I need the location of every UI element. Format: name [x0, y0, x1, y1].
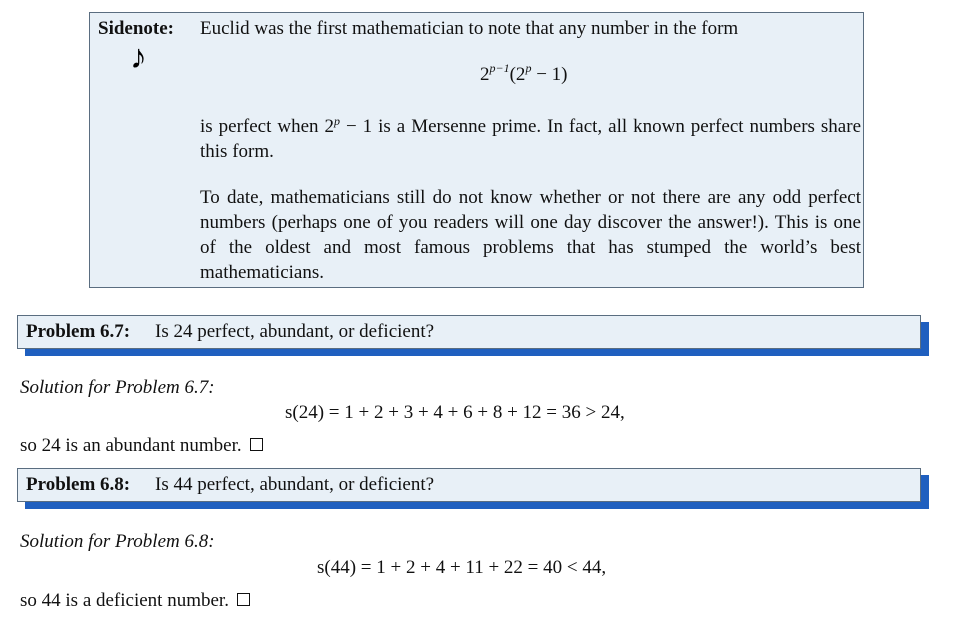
solution-equation: s(44) = 1 + 2 + 4 + 11 + 22 = 40 < 44, — [317, 557, 607, 578]
solution-label: Solution for Problem 6.7: — [20, 377, 215, 398]
conclusion-text: so 44 is a deficient number. — [20, 590, 229, 611]
solution-label: Solution for Problem 6.8: — [20, 531, 215, 552]
sidenote-intro: Euclid was the first mathematician to note that any number in the form — [200, 18, 739, 39]
problem-text: Is 44 perfect, abundant, or deficient? — [155, 474, 435, 495]
solution-equation: s(24) = 1 + 2 + 3 + 4 + 6 + 8 + 12 = 36 > 24, — [285, 402, 625, 423]
problem-label: Problem 6.7: — [26, 321, 131, 342]
problem-box-6-7 — [17, 315, 921, 349]
para1-start: is perfect when 2 — [200, 116, 334, 137]
sidenote-paragraph-2: To date, mathematicians still do not know whether or not there are any odd perfect numbers (perhaps one of you readers will one day discover the answer!). This is one of the oldest and most famous problems that has stumped the world’s best mathematicians. — [200, 187, 861, 283]
qed-box-icon — [250, 438, 263, 451]
formula-open: (2 — [509, 64, 526, 85]
formula-close: − 1) — [531, 64, 568, 85]
solution-conclusion — [20, 435, 263, 457]
formula-exponent-1: p−1 — [489, 61, 510, 75]
problem-label: Problem 6.8: — [26, 474, 131, 495]
euclid-formula — [480, 61, 567, 86]
qed-box-icon — [237, 593, 250, 606]
para1-rest: − 1 is a Mersenne prime. In fact, all known perfect numbers share this form. — [200, 116, 862, 162]
solution-conclusion — [20, 590, 250, 612]
music-note-icon: ♪ — [130, 39, 147, 76]
problem-box-6-8 — [17, 468, 921, 502]
conclusion-text: so 24 is an abundant number. — [20, 435, 242, 456]
sidenote-label: Sidenote: — [98, 18, 174, 39]
para1-exponent: p — [334, 114, 340, 128]
sidenote-paragraph-1 — [200, 109, 861, 164]
formula-exponent-2: p — [525, 61, 532, 75]
formula-base: 2 — [480, 64, 490, 85]
sidenote-box — [89, 12, 864, 288]
problem-text: Is 24 perfect, abundant, or deficient? — [155, 321, 435, 342]
